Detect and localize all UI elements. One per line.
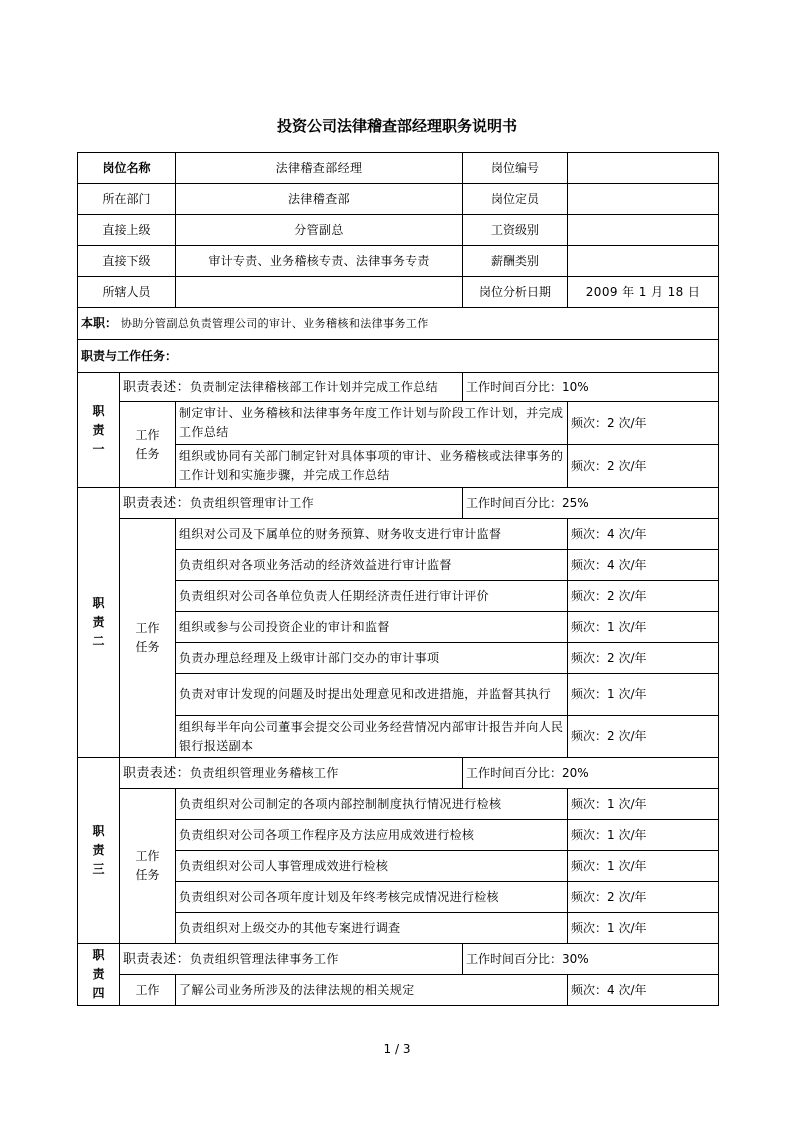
duty-1-pct: 工作时间百分比：10% [463,373,719,402]
duty-2-pct: 工作时间百分比：25% [463,488,719,519]
duty-4-task-1-text: 了解公司业务所涉及的法律法规的相关规定 [176,975,568,1006]
duty-2-task-label: 工作任务 [120,519,176,758]
label-salary-grade: 工资级别 [463,215,568,246]
duty-3-desc-row [78,758,719,789]
duty-1-task-2-text: 组织或协同有关部门制定针对具体事项的审计、业务稽核或法律事务的工作计划和实施步骤，并完成工作总结 [176,445,568,488]
header-row-staff [78,277,719,308]
label-subordinates: 直接下级 [78,246,176,277]
duty-3-task-2-freq: 频次：1 次/年 [568,820,719,851]
duty-2-task-1-text: 组织对公司及下属单位的财务预算、财务收支进行审计监督 [176,519,568,550]
duty-3-task-1-freq: 频次：1 次/年 [568,789,719,820]
duty-3-task-4-text: 负责组织对公司各项年度计划及年终考核完成情况进行检核 [176,882,568,913]
label-position-code: 岗位编号 [463,153,568,184]
duty-4-label: 职责四 [78,944,120,1006]
duty-3-task-3-freq: 频次：1 次/年 [568,851,719,882]
duty-3-task-1-text: 负责组织对公司制定的各项内部控制制度执行情况进行检核 [176,789,568,820]
duty-4-task-label: 工作 [120,975,176,1006]
summary-label: 本职： [81,316,118,330]
duty-3-pct: 工作时间百分比：20% [463,758,719,789]
label-position-name: 岗位名称 [78,153,176,184]
duty-2-desc-row [78,488,719,519]
duty-2-task-6-text: 负责对审计发现的问题及时提出处理意见和改进措施，并监督其执行 [176,674,568,716]
value-salary-grade [568,215,719,246]
duty-4-pct: 工作时间百分比：30% [463,944,719,975]
value-subordinates: 审计专责、业务稽核专责、法律事务专责 [176,246,463,277]
label-supervisor: 直接上级 [78,215,176,246]
duty-3-task-1 [78,789,719,820]
label-analysis-date: 岗位分析日期 [463,277,568,308]
duty-2-task-7-text: 组织每半年向公司董事会提交公司业务经营情况内部审计报告并向人民银行报送副本 [176,716,568,758]
duties-title-row [78,340,719,373]
duty-2-task-1-freq: 频次：4 次/年 [568,519,719,550]
duty-2-task-6-freq: 频次：1 次/年 [568,674,719,716]
duty-4-task-1 [78,975,719,1006]
duty-1-label: 职责一 [78,373,120,488]
page-number: 1 / 3 [383,1042,411,1056]
duty-3-label: 职责三 [78,758,120,944]
summary-row [78,308,719,340]
label-department: 所在部门 [78,184,176,215]
value-analysis-date: 2009 年 1 月 18 日 [568,277,719,308]
document-title: 投资公司法律稽查部经理职务说明书 [276,117,517,135]
duty-2-label: 职责二 [78,488,120,758]
summary-text: 协助分管副总负责管理公司的审计、业务稽核和法律事务工作 [120,317,429,330]
duty-4-task-1-freq: 频次：4 次/年 [568,975,719,1006]
label-staff: 所辖人员 [78,277,176,308]
duty-3-task-5-text: 负责组织对上级交办的其他专案进行调查 [176,913,568,944]
value-staff [176,277,463,308]
header-row-subordinates [78,246,719,277]
duty-2-description: 职责表述：负责组织管理审计工作 [120,488,463,519]
duty-1-task-1-text: 制定审计、业务稽核和法律事务年度工作计划与阶段工作计划，并完成工作总结 [176,402,568,445]
duty-3-task-2-text: 负责组织对公司各项工作程序及方法应用成效进行检核 [176,820,568,851]
duty-2-task-4-freq: 频次：1 次/年 [568,612,719,643]
duty-1-task-1-freq: 频次：2 次/年 [568,402,719,445]
duty-1-desc-row [78,373,719,402]
header-row-position-name [78,153,719,184]
duty-2-task-2-text: 负责组织对各项业务活动的经济效益进行审计监督 [176,550,568,581]
duty-2-task-1 [78,519,719,550]
value-department: 法律稽查部 [176,184,463,215]
duty-3-description: 职责表述：负责组织管理业务稽核工作 [120,758,463,789]
value-position-code [568,153,719,184]
duty-2-task-3-text: 负责组织对公司各单位负责人任期经济责任进行审计评价 [176,581,568,612]
duty-1-task-label: 工作任务 [120,402,176,488]
duty-2-task-5-text: 负责办理总经理及上级审计部门交办的审计事项 [176,643,568,674]
duty-1-description: 职责表述：负责制定法律稽核部工作计划并完成工作总结 [120,373,463,402]
duty-4-desc-row [78,944,719,975]
duty-2-task-4-text: 组织或参与公司投资企业的审计和监督 [176,612,568,643]
duty-3-task-4-freq: 频次：2 次/年 [568,882,719,913]
header-row-department [78,184,719,215]
duty-1-task-2-freq: 频次：2 次/年 [568,445,719,488]
duty-2-task-5-freq: 频次：2 次/年 [568,643,719,674]
label-pay-category: 薪酬类别 [463,246,568,277]
duties-title: 职责与工作任务： [78,340,719,373]
duty-2-task-3-freq: 频次：2 次/年 [568,581,719,612]
value-supervisor: 分管副总 [176,215,463,246]
header-row-supervisor [78,215,719,246]
duty-3-task-5-freq: 频次：1 次/年 [568,913,719,944]
value-position-name: 法律稽查部经理 [176,153,463,184]
label-headcount: 岗位定员 [463,184,568,215]
job-description-table [77,152,719,1006]
duty-3-task-3-text: 负责组织对公司人事管理成效进行检核 [176,851,568,882]
duty-2-task-2-freq: 频次：4 次/年 [568,550,719,581]
duty-2-task-7-freq: 频次：2 次/年 [568,716,719,758]
duty-1-task-1 [78,402,719,445]
value-headcount [568,184,719,215]
duty-3-task-label: 工作任务 [120,789,176,944]
value-pay-category [568,246,719,277]
duty-4-description: 职责表述：负责组织管理法律事务工作 [120,944,463,975]
